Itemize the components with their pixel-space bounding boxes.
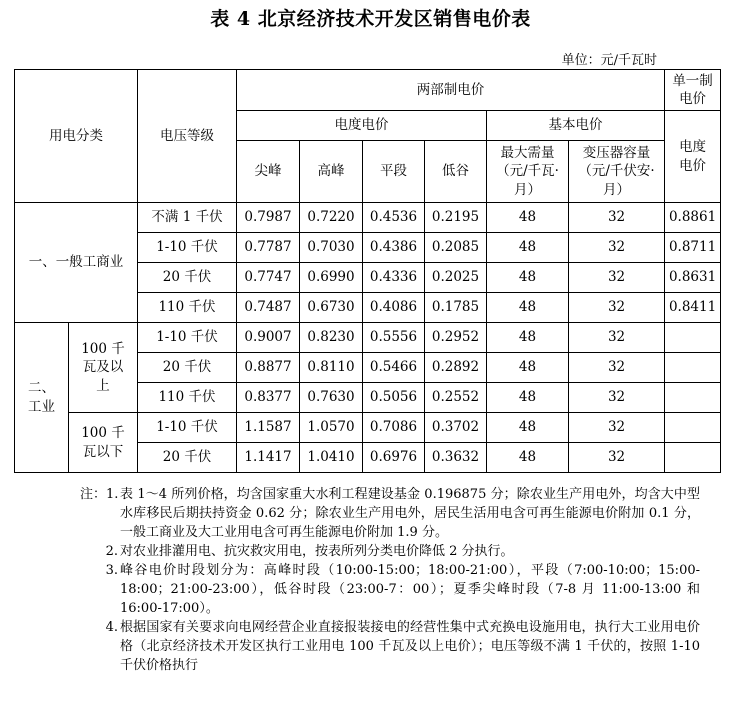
- header-peak-sharp: 尖峰: [237, 141, 300, 203]
- cell-high: 0.7030: [300, 233, 363, 263]
- header-single-energy: 电度电价: [665, 111, 721, 203]
- header-max-demand: 最大需量（元/千瓦·月）: [487, 141, 569, 203]
- cell-valley: 0.2952: [425, 323, 487, 353]
- cell-sharp: 0.7487: [237, 293, 300, 323]
- group-general: 一、一般工商业: [15, 203, 138, 323]
- cell-flat: 0.4336: [363, 263, 425, 293]
- cell-transformer: 32: [569, 233, 665, 263]
- cell-single: [665, 383, 721, 413]
- cell-transformer: 32: [569, 443, 665, 473]
- cell-valley: 0.2552: [425, 383, 487, 413]
- cell-flat: 0.5466: [363, 353, 425, 383]
- cell-demand: 48: [487, 293, 569, 323]
- cell-valley: 0.3632: [425, 443, 487, 473]
- note-item: [80, 561, 700, 618]
- cell-demand: 48: [487, 413, 569, 443]
- cell-valley: 0.2892: [425, 353, 487, 383]
- cell-high: 0.7220: [300, 203, 363, 233]
- cell-voltage: 20 千伏: [138, 353, 237, 383]
- cell-transformer: 32: [569, 323, 665, 353]
- cell-single: 0.8711: [665, 233, 721, 263]
- cell-voltage: 110 千伏: [138, 293, 237, 323]
- cell-voltage: 不满 1 千伏: [138, 203, 237, 233]
- cell-sharp: 0.7787: [237, 233, 300, 263]
- cell-voltage: 20 千伏: [138, 263, 237, 293]
- header-basic-price: 基本电价: [487, 111, 665, 141]
- cell-valley: 0.2195: [425, 203, 487, 233]
- cell-demand: 48: [487, 233, 569, 263]
- cell-flat: 0.4386: [363, 233, 425, 263]
- note-prefix: 2.: [105, 544, 118, 559]
- price-table: [14, 69, 721, 473]
- note-item: [80, 542, 700, 561]
- notes: [80, 485, 700, 675]
- header-two-part: 两部制电价: [237, 70, 665, 111]
- note-text: 表 1～4 所列价格，均含国家重大水利工程建设基金 0.196875 分；除农业生产用电外，均含大中型水库移民后期扶持资金 0.62 分；除农业生产用电外，居民生活用电含可再生能源电价附加 0.1 分，一般工商业及大工业用电含可再生能源电价附加 1.9 分。: [120, 487, 700, 540]
- cell-demand: 48: [487, 443, 569, 473]
- cell-sharp: 1.1587: [237, 413, 300, 443]
- cell-single: 0.8411: [665, 293, 721, 323]
- subgroup-below-100kw: 100 千瓦以下: [69, 413, 138, 473]
- note-text: 对农业排灌用电、抗灾救灾用电，按表所列分类电价降低 2 分执行。: [120, 544, 514, 559]
- header-flat: 平段: [363, 141, 425, 203]
- cell-transformer: 32: [569, 413, 665, 443]
- cell-flat: 0.5056: [363, 383, 425, 413]
- page-title: 表 4 北京经济技术开发区销售电价表: [210, 8, 531, 30]
- note-item: [80, 618, 700, 675]
- cell-sharp: 1.1417: [237, 443, 300, 473]
- cell-demand: 48: [487, 353, 569, 383]
- cell-transformer: 32: [569, 203, 665, 233]
- note-text: 峰谷电价时段划分为：高峰时段（10:00-15:00；18:00-21:00），平段（7:00-10:00；15:00-18:00；21:00-23:00），低谷时段（23:00-7：00）；夏季尖峰时段（7-8 月 11:00-13:00 和 16:00-17:00）。: [120, 563, 700, 616]
- cell-flat: 0.5556: [363, 323, 425, 353]
- cell-sharp: 0.8877: [237, 353, 300, 383]
- cell-single: [665, 443, 721, 473]
- header-voltage: 电压等级: [138, 70, 237, 203]
- cell-valley: 0.3702: [425, 413, 487, 443]
- cell-transformer: 32: [569, 353, 665, 383]
- cell-demand: 48: [487, 323, 569, 353]
- subgroup-above-100kw: 100 千瓦及以上: [69, 323, 138, 413]
- cell-sharp: 0.9007: [237, 323, 300, 353]
- cell-high: 0.6730: [300, 293, 363, 323]
- cell-single: 0.8631: [665, 263, 721, 293]
- header-peak-high: 高峰: [300, 141, 363, 203]
- cell-voltage: 1-10 千伏: [138, 233, 237, 263]
- header-transformer: 变压器容量（元/千伏安·月）: [569, 141, 665, 203]
- cell-flat: 0.6976: [363, 443, 425, 473]
- cell-sharp: 0.8377: [237, 383, 300, 413]
- cell-single: [665, 413, 721, 443]
- note-prefix: 3.: [105, 563, 118, 578]
- cell-transformer: 32: [569, 293, 665, 323]
- header-single-part: 单一制电价: [665, 70, 721, 111]
- note-prefix: 4.: [105, 620, 118, 635]
- cell-single: [665, 323, 721, 353]
- cell-sharp: 0.7747: [237, 263, 300, 293]
- cell-valley: 0.2085: [425, 233, 487, 263]
- header-valley: 低谷: [425, 141, 487, 203]
- cell-transformer: 32: [569, 263, 665, 293]
- cell-voltage: 1-10 千伏: [138, 413, 237, 443]
- cell-voltage: 1-10 千伏: [138, 323, 237, 353]
- cell-high: 1.0570: [300, 413, 363, 443]
- cell-flat: 0.7086: [363, 413, 425, 443]
- group-industry: 二、工业: [15, 323, 69, 473]
- cell-valley: 0.2025: [425, 263, 487, 293]
- note-item: [80, 485, 700, 542]
- note-text: 根据国家有关要求向电网经营企业直接报装接电的经营性集中式充换电设施用电，执行大工业用电价格（北京经济技术开发区执行工业用电 100 千瓦及以上电价）；电压等级不满 1 千伏的，按照 1-10 千伏价格执行: [120, 620, 700, 673]
- cell-transformer: 32: [569, 383, 665, 413]
- header-energy-price: 电度电价: [237, 111, 487, 141]
- cell-demand: 48: [487, 203, 569, 233]
- cell-sharp: 0.7987: [237, 203, 300, 233]
- cell-high: 0.8110: [300, 353, 363, 383]
- cell-valley: 0.1785: [425, 293, 487, 323]
- cell-high: 1.0410: [300, 443, 363, 473]
- unit-label: 单位：元/千瓦时: [561, 53, 657, 68]
- cell-high: 0.8230: [300, 323, 363, 353]
- note-prefix: 注：1.: [80, 487, 119, 502]
- cell-flat: 0.4536: [363, 203, 425, 233]
- cell-voltage: 20 千伏: [138, 443, 237, 473]
- cell-high: 0.6990: [300, 263, 363, 293]
- cell-flat: 0.4086: [363, 293, 425, 323]
- cell-voltage: 110 千伏: [138, 383, 237, 413]
- cell-single: [665, 353, 721, 383]
- cell-high: 0.7630: [300, 383, 363, 413]
- cell-single: 0.8861: [665, 203, 721, 233]
- cell-demand: 48: [487, 263, 569, 293]
- cell-demand: 48: [487, 383, 569, 413]
- header-category: 用电分类: [15, 70, 138, 203]
